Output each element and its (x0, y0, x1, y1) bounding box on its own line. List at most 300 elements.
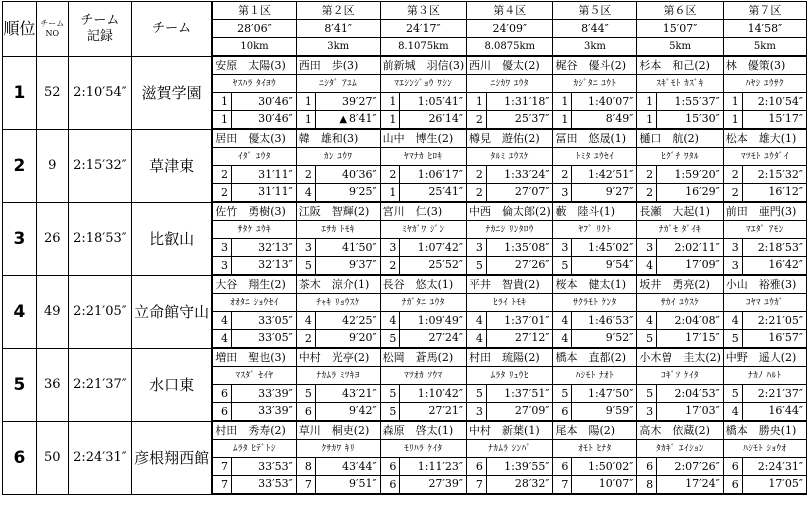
leg-position: 5 (380, 403, 400, 422)
cumulative-time: 1:05′41″ (400, 93, 467, 111)
team-no-header-line1: チーム (40, 18, 65, 28)
team-number: 52 (36, 56, 68, 129)
leg-time-value: 9′27″ (605, 185, 634, 198)
cumulative-position: 4 (723, 312, 742, 330)
leg-position: 1 (637, 111, 657, 130)
cumulative-position: 1 (467, 93, 487, 111)
leg-distance: 8.0875km (467, 38, 553, 57)
runner-kana: ｺｷﾞｿ ｹｲﾀ (637, 367, 723, 385)
cumulative-position: 1 (296, 93, 315, 111)
runner-name: 宮川 仁(3) (380, 202, 466, 221)
cumulative-position: 5 (467, 385, 487, 403)
team-record: 2:21′37″ (68, 348, 131, 421)
cumulative-time: 43′44″ (315, 458, 380, 476)
leg-time-value: 25′52″ (428, 258, 464, 271)
leg-position: 7 (467, 476, 487, 495)
cumulative-time: 1:55′37″ (657, 93, 724, 111)
leg-position: 6 (723, 476, 742, 495)
cumulative-position: 3 (467, 239, 487, 257)
leg-position: 5 (637, 330, 657, 349)
cumulative-time: 2:21′37″ (742, 385, 806, 403)
leg-time-value: 31′11″ (258, 185, 293, 198)
leg-time (315, 330, 380, 349)
runner-name: 居田 優太(3) (212, 129, 296, 148)
leg-title: 第１区 (212, 2, 296, 20)
leg-position: 5 (380, 330, 400, 349)
leg-time (572, 403, 637, 422)
leg-record: 8′44″ (553, 20, 637, 38)
runner-kana: ﾄﾐﾀ ﾕｳｾｲ (553, 148, 637, 166)
cumulative-time: 32′13″ (232, 239, 297, 257)
runner-name: 西川 優太(2) (467, 56, 553, 75)
leg-time-value: 16′29″ (685, 185, 720, 198)
cumulative-time: 2:10′54″ (742, 93, 806, 111)
cumulative-position: 4 (637, 312, 657, 330)
runner-kana: ﾀﾙﾐ ﾕｳｽｹ (467, 148, 553, 166)
leg-position: 1 (296, 111, 315, 130)
runner-name: 橋本 勝央(1) (723, 421, 806, 440)
runner-kana: ｻｸﾗﾓﾄ ｹﾝﾀ (553, 294, 637, 312)
cumulative-position: 2 (212, 166, 231, 184)
team-name: 滋賀学園 (132, 56, 213, 129)
leg-time-value: 8′41″ (349, 112, 377, 125)
leg-time (486, 330, 553, 349)
cumulative-time: 1:47′50″ (572, 385, 637, 403)
runner-name: 桜本 健太(1) (553, 275, 637, 294)
cumulative-time: 33′39″ (232, 385, 297, 403)
leg-time-value: 27′09″ (514, 404, 550, 417)
leg-time (572, 111, 637, 130)
cumulative-position: 6 (467, 458, 487, 476)
leg-time (742, 403, 806, 422)
leg-position: 4 (553, 330, 572, 349)
leg-time (657, 330, 724, 349)
leg-time-value: 15′30″ (685, 112, 720, 125)
team-row-runners (3, 56, 807, 75)
leg-position: 7 (296, 476, 315, 495)
leg-position: 3 (212, 257, 231, 276)
cumulative-position: 5 (296, 385, 315, 403)
leg-time-value: 17′05″ (768, 477, 803, 490)
runner-kana: ﾅｶﾑﾗ ﾐﾂｷﾖ (296, 367, 380, 385)
cumulative-time: 1:46′53″ (572, 312, 637, 330)
runner-kana: ﾏｴｼﾝｼﾞｮｳ ﾜｼﾝ (380, 75, 466, 93)
leg-position: 5 (723, 330, 742, 349)
cumulative-time: 1:35′08″ (486, 239, 553, 257)
results-table (2, 1, 807, 495)
team-name: 水口東 (132, 348, 213, 421)
team-record-header (68, 2, 131, 57)
cumulative-position: 5 (723, 385, 742, 403)
runner-kana: ﾊﾔｼ ﾕｳｻｸ (723, 75, 806, 93)
runner-name: 長谷 悠太(1) (380, 275, 466, 294)
runner-kana: ﾁｬｷ ﾘｮｳｽｹ (296, 294, 380, 312)
leg-time (572, 476, 637, 495)
leg-position: 1 (212, 111, 231, 130)
leg-time (400, 111, 467, 130)
runner-name: 尾本 陽(2) (553, 421, 637, 440)
runner-name: 中村 新葉(1) (467, 421, 553, 440)
team-rank: 1 (3, 56, 37, 129)
leg-time-value: 16′42″ (768, 258, 803, 271)
runner-name: 前新城 羽信(3) (380, 56, 466, 75)
runner-kana: ﾏﾂｵｶ ｿｳﾏ (380, 367, 466, 385)
leg-position: 1 (380, 184, 400, 203)
leg-title: 第３区 (380, 2, 466, 20)
runner-name: 山中 博生(2) (380, 129, 466, 148)
leg-record: 28′06″ (212, 20, 296, 38)
leg-position: 8 (637, 476, 657, 495)
leg-time (486, 184, 553, 203)
runner-name: 梶谷 優斗(2) (553, 56, 637, 75)
leg-record: 24′09″ (467, 20, 553, 38)
cumulative-position: 2 (296, 166, 315, 184)
runner-kana: ﾑﾗﾀ ﾘｭｳﾋ (467, 367, 553, 385)
cumulative-time: 31′11″ (232, 166, 297, 184)
cumulative-time: 1:42′51″ (572, 166, 637, 184)
runner-name: 村田 琉陽(2) (467, 348, 553, 367)
leg-time-value: 27′26″ (514, 258, 550, 271)
runner-name: 杉本 和己(2) (637, 56, 723, 75)
leg-title: 第４区 (467, 2, 553, 20)
leg-time (232, 330, 297, 349)
header-row-title (3, 2, 807, 20)
results-body (3, 2, 807, 495)
cumulative-time: 1:33′24″ (486, 166, 553, 184)
runner-name: 平井 智貴(2) (467, 275, 553, 294)
leg-time (232, 184, 297, 203)
leg-title: 第７区 (723, 2, 806, 20)
leg-time-value: 25′37″ (514, 112, 550, 125)
leg-position: 1 (380, 111, 400, 130)
leg-time-value: 17′15″ (685, 331, 720, 344)
team-record: 2:21′05″ (68, 275, 131, 348)
team-name-header: チーム (132, 2, 213, 57)
leg-time-value: 9′37″ (349, 258, 377, 271)
runner-kana: ﾋｸﾞﾁ ﾜﾀﾙ (637, 148, 723, 166)
leg-time-value: 28′32″ (514, 477, 550, 490)
team-row-runners (3, 275, 807, 294)
cumulative-position: 2 (380, 166, 400, 184)
leg-position: 2 (637, 184, 657, 203)
runner-name: 小山 裕雅(3) (723, 275, 806, 294)
cumulative-position: 3 (637, 239, 657, 257)
leg-time (572, 257, 637, 276)
leg-time (400, 476, 467, 495)
team-rank: 6 (3, 421, 37, 494)
team-rank: 3 (3, 202, 37, 275)
leg-time-value: 27′21″ (428, 404, 464, 417)
leg-time (742, 184, 806, 203)
team-rank: 5 (3, 348, 37, 421)
leg-time-value: 9′25″ (349, 185, 377, 198)
leg-record: 8′41″ (296, 20, 380, 38)
runner-kana: ｺﾔﾏ ﾕｳｶﾞ (723, 294, 806, 312)
cumulative-time: 30′46″ (232, 93, 297, 111)
leg-distance: 3km (296, 38, 380, 57)
leg-time (486, 111, 553, 130)
leg-time (657, 257, 724, 276)
leg-position: 1 (553, 111, 572, 130)
cumulative-time: 1:10′42″ (400, 385, 467, 403)
leg-position: 7 (553, 476, 572, 495)
leg-time (657, 111, 724, 130)
cumulative-position: 8 (296, 458, 315, 476)
runner-kana: ﾅｶﾉ ﾊﾙﾄ (723, 367, 806, 385)
runner-kana: ｻｶｲ ﾕｳｽｹ (637, 294, 723, 312)
team-number: 26 (36, 202, 68, 275)
leg-time-value: 33′05″ (258, 331, 293, 344)
team-name: 草津東 (132, 129, 213, 202)
runner-kana: ｽｷﾞﾓﾄ ｶｽﾞｷ (637, 75, 723, 93)
leg-time (486, 476, 553, 495)
leg-time (232, 476, 297, 495)
cumulative-position: 4 (553, 312, 572, 330)
leg-time (315, 476, 380, 495)
runner-kana: ﾊｼﾓﾄ ﾅｵﾄ (553, 367, 637, 385)
runner-name: 草川 桐吏(2) (296, 421, 380, 440)
leg-record: 15′07″ (637, 20, 723, 38)
runner-kana: ﾆｼﾀﾞ ｱﾕﾑ (296, 75, 380, 93)
runner-name: 安原 太陽(3) (212, 56, 296, 75)
cumulative-time: 2:15′32″ (742, 166, 806, 184)
team-name: 立命館守山 (132, 275, 213, 348)
cumulative-time: 39′27″ (315, 93, 380, 111)
runner-kana: ｲﾀﾞ ﾕｳﾀ (212, 148, 296, 166)
runner-kana: ﾆｼｶﾜ ﾕｳﾀ (467, 75, 553, 93)
leg-position: 3 (467, 403, 487, 422)
team-record: 2:18′53″ (68, 202, 131, 275)
leg-time (315, 184, 380, 203)
leg-position: 6 (296, 403, 315, 422)
leg-position: 4 (637, 257, 657, 276)
cumulative-time: 1:39′55″ (486, 458, 553, 476)
leg-position: 6 (212, 403, 231, 422)
leg-time (315, 403, 380, 422)
leg-time (742, 257, 806, 276)
leg-position: 2 (380, 257, 400, 276)
runner-kana: ｶﾝ ﾕｳﾜ (296, 148, 380, 166)
cumulative-position: 3 (553, 239, 572, 257)
leg-record: 24′17″ (380, 20, 466, 38)
runner-name: 江阪 智輝(2) (296, 202, 380, 221)
runner-name: 松岡 蒼馬(2) (380, 348, 466, 367)
runner-name: 中野 遥人(2) (723, 348, 806, 367)
runner-kana: ﾅｶﾑﾗ ｼﾝﾊﾞ (467, 440, 553, 458)
cumulative-position: 4 (296, 312, 315, 330)
leg-time-value: 27′39″ (428, 477, 464, 490)
cumulative-time: 43′21″ (315, 385, 380, 403)
cumulative-position: 5 (553, 385, 572, 403)
leg-time-value: 27′07″ (514, 185, 550, 198)
leg-time (400, 257, 467, 276)
cumulative-position: 5 (637, 385, 657, 403)
leg-position: 3 (637, 403, 657, 422)
leg-time-value: 27′12″ (514, 331, 550, 344)
leg-record: 14′58″ (723, 20, 806, 38)
cumulative-position: 5 (380, 385, 400, 403)
leg-time-value: 9′51″ (349, 477, 377, 490)
leg-position: 2 (723, 184, 742, 203)
team-name: 彦根翔西館 (132, 421, 213, 494)
cumulative-time: 2:07′26″ (657, 458, 724, 476)
runner-kana: ﾑﾗﾀ ﾋﾃﾞﾄｼ (212, 440, 296, 458)
leg-time (400, 330, 467, 349)
cumulative-position: 3 (296, 239, 315, 257)
cumulative-time: 40′36″ (315, 166, 380, 184)
runner-name: 藪 陸斗(1) (553, 202, 637, 221)
leg-time (657, 476, 724, 495)
runner-name: 茶木 涼介(1) (296, 275, 380, 294)
runner-name: 西田 歩(3) (296, 56, 380, 75)
cumulative-time: 1:50′02″ (572, 458, 637, 476)
team-record-header-line1: チーム (80, 12, 120, 28)
runner-kana: ｶｼﾞﾀﾆ ﾕｳﾄ (553, 75, 637, 93)
cumulative-position: 3 (212, 239, 231, 257)
cumulative-position: 1 (380, 93, 400, 111)
runner-kana: ﾀｶｷﾞ ｴｲｼｮﾝ (637, 440, 723, 458)
cumulative-position: 2 (723, 166, 742, 184)
cumulative-time: 1:06′17″ (400, 166, 467, 184)
cumulative-position: 1 (723, 93, 742, 111)
cumulative-position: 7 (212, 458, 231, 476)
leg-time-value: 9′52″ (605, 331, 634, 344)
runner-kana: ｸｻｶﾜ ｷﾘ (296, 440, 380, 458)
runner-kana: ｵﾓﾄ ﾋﾅﾀ (553, 440, 637, 458)
cumulative-position: 6 (380, 458, 400, 476)
cumulative-position: 2 (467, 166, 487, 184)
runner-kana: ｴｻｶ ﾄﾓｷ (296, 221, 380, 239)
leg-time-value: 9′59″ (605, 404, 634, 417)
leg-time-value: 26′14″ (428, 112, 464, 125)
leg-time-value: 17′09″ (685, 258, 720, 271)
leg-distance: 5km (723, 38, 806, 57)
leg-position: 5 (553, 257, 572, 276)
leg-time-value: 9′42″ (349, 404, 377, 417)
team-rank: 4 (3, 275, 37, 348)
leg-time-value: 30′46″ (258, 112, 293, 125)
team-row-runners (3, 348, 807, 367)
runner-kana: ﾅｶﾞｾ ﾀﾞｲｷ (637, 221, 723, 239)
runner-kana: ｵｵﾀﾆ ｼｮｳｾｲ (212, 294, 296, 312)
leg-time-value: 33′39″ (258, 404, 293, 417)
cumulative-position: 3 (723, 239, 742, 257)
runner-name: 松本 雄大(1) (723, 129, 806, 148)
leg-time-value: 16′44″ (768, 404, 803, 417)
leg-time-value: 16′12″ (768, 185, 803, 198)
runner-name: 森原 啓太(1) (380, 421, 466, 440)
cumulative-time: 1:09′49″ (400, 312, 467, 330)
record-mark-icon: ▲ (339, 114, 348, 125)
leg-position: 4 (723, 403, 742, 422)
cumulative-position: 2 (637, 166, 657, 184)
leg-time (742, 330, 806, 349)
cumulative-position: 1 (637, 93, 657, 111)
team-record: 2:15′32″ (68, 129, 131, 202)
cumulative-time: 2:02′11″ (657, 239, 724, 257)
cumulative-time: 33′53″ (232, 458, 297, 476)
runner-kana: ﾏｽﾀﾞ ｾｲﾔ (212, 367, 296, 385)
leg-time (742, 111, 806, 130)
cumulative-position: 6 (553, 458, 572, 476)
cumulative-time: 1:59′20″ (657, 166, 724, 184)
leg-time-value: 25′41″ (428, 185, 464, 198)
runner-kana: ﾐﾔｶﾞﾜ ｼﾞﾝ (380, 221, 466, 239)
cumulative-position: 1 (212, 93, 231, 111)
leg-position: 4 (212, 330, 231, 349)
team-row-runners (3, 421, 807, 440)
leg-time (315, 257, 380, 276)
leg-time (232, 403, 297, 422)
cumulative-time: 1:07′42″ (400, 239, 467, 257)
leg-position: 1 (723, 111, 742, 130)
leg-title: 第２区 (296, 2, 380, 20)
cumulative-time: 41′50″ (315, 239, 380, 257)
leg-time-value: 16′57″ (768, 331, 803, 344)
team-record-header-line2: 記録 (86, 28, 113, 44)
leg-distance: 3km (553, 38, 637, 57)
leg-time (657, 184, 724, 203)
leg-time (400, 184, 467, 203)
runner-kana: ﾏﾂﾓﾄ ﾕｳﾀﾞｲ (723, 148, 806, 166)
runner-name: 韓 雄和(3) (296, 129, 380, 148)
leg-time (657, 403, 724, 422)
leg-position: 3 (723, 257, 742, 276)
runner-name: 坂井 勇亮(2) (637, 275, 723, 294)
cumulative-position: 1 (553, 93, 572, 111)
cumulative-time: 1:37′01″ (486, 312, 553, 330)
team-no-header-line2: NO (45, 28, 59, 38)
leg-time-value: 17′24″ (685, 477, 720, 490)
team-row-runners (3, 202, 807, 221)
cumulative-position: 6 (637, 458, 657, 476)
leg-time-value: 9′54″ (605, 258, 634, 271)
leg-time-value: 17′03″ (685, 404, 720, 417)
leg-distance: 10km (212, 38, 296, 57)
leg-time (572, 184, 637, 203)
runner-name: 村田 秀寿(2) (212, 421, 296, 440)
team-name: 比叡山 (132, 202, 213, 275)
leg-distance: 8.1075km (380, 38, 466, 57)
leg-time (232, 111, 297, 130)
runner-kana: ﾔﾌﾞ ﾘｸﾄ (553, 221, 637, 239)
cumulative-position: 4 (212, 312, 231, 330)
runner-kana: ﾅｶﾆｼ ﾘﾝﾀﾛｳ (467, 221, 553, 239)
leg-position: 5 (296, 257, 315, 276)
runner-kana: ﾅｶﾞﾀﾆ ﾕｳﾀ (380, 294, 466, 312)
leg-position: 2 (296, 330, 315, 349)
leg-time-value: 8′49″ (605, 112, 634, 125)
cumulative-position: 4 (467, 312, 487, 330)
leg-position: 6 (380, 476, 400, 495)
team-number: 49 (36, 275, 68, 348)
runner-name: 佐竹 勇樹(3) (212, 202, 296, 221)
cumulative-time: 42′25″ (315, 312, 380, 330)
leg-position: 4 (296, 184, 315, 203)
runner-name: 長瀬 大起(1) (637, 202, 723, 221)
runner-name: 冨田 悠晟(1) (553, 129, 637, 148)
leg-title: 第６区 (637, 2, 723, 20)
leg-position: 2 (467, 184, 487, 203)
leg-time-value: 27′24″ (428, 331, 464, 344)
leg-time (486, 257, 553, 276)
leg-position: 2 (212, 184, 231, 203)
team-number: 50 (36, 421, 68, 494)
team-number: 36 (36, 348, 68, 421)
team-no-header (36, 2, 68, 57)
cumulative-time: 1:31′18″ (486, 93, 553, 111)
team-record: 2:10′54″ (68, 56, 131, 129)
